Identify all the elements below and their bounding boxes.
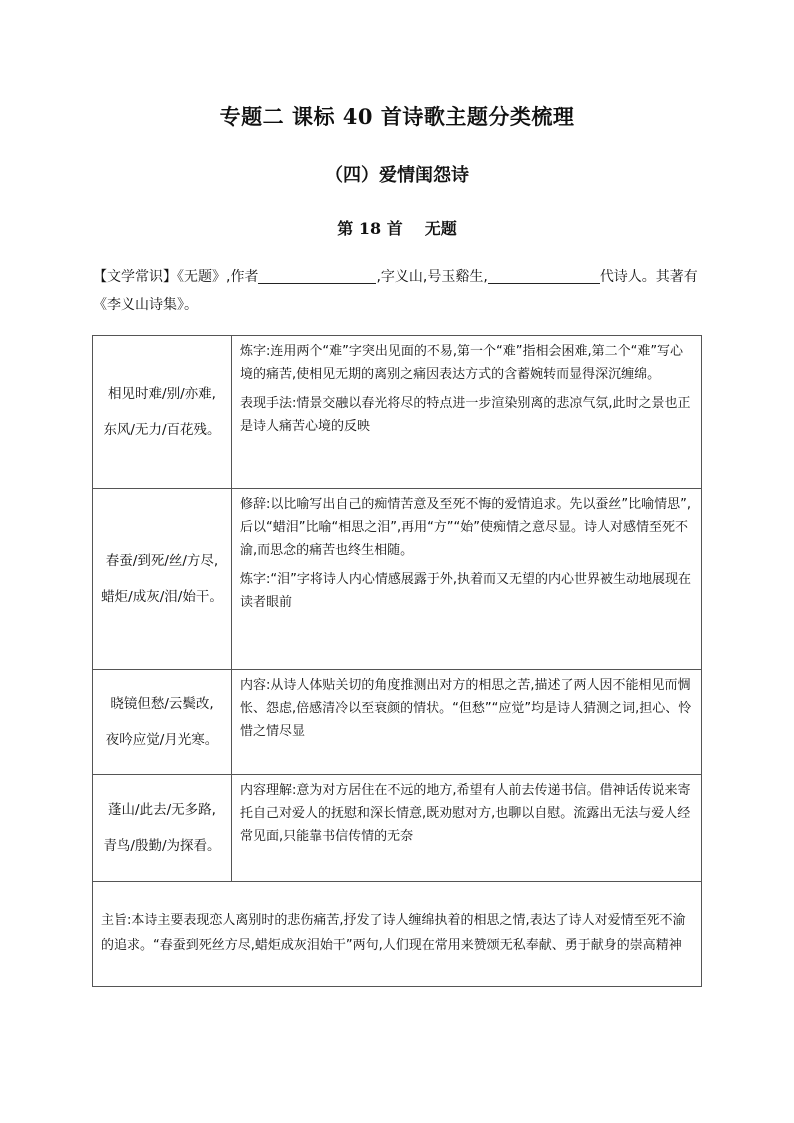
dynasty-blank[interactable] <box>488 267 600 284</box>
table-row <box>93 670 702 775</box>
intro-text-3: 代诗人。其著有《李义山诗集》。 <box>93 269 698 313</box>
analysis-note: 表现手法:情景交融以春光将尽的特点进一步渲染别离的悲凉气氛,此时之景也正是诗人痛苦心境的反映 <box>240 396 691 434</box>
analysis-note: 修辞:以比喻写出自己的痴情苦意及至死不悔的爱情追求。先以蚕丝”比喻情思”,后以“蜡泪”比喻“相思之泪”,再用“方”“始”使痴情之意尽显。诗人对感情至死不渝,而思念的痛苦也终生相随。 <box>240 497 691 558</box>
poem-lines-cell <box>93 336 232 489</box>
poem-line: 东风/无力/百花残。 <box>103 422 221 438</box>
poem-line: 蓬山/此去/无多路, <box>108 802 216 818</box>
poem-analysis-table <box>92 335 702 987</box>
poem-number: 第 18 首 <box>337 219 403 238</box>
poem-name: 无题 <box>424 219 457 238</box>
poem-line: 相见时难/别/亦难, <box>108 386 216 402</box>
theme-summary: 主旨:本诗主要表现恋人离别时的悲伤痛苦,抒发了诗人缠绵执着的相思之情,表达了诗人对爱情至死不渝的追求。“春蚕到死丝方尽,蜡炬成灰泪始干”两句,人们现在常用来赞颂无私奉献、勇于献身的崇高精神 <box>93 882 702 987</box>
poem-line: 青鸟/殷勤/为探看。 <box>103 838 221 854</box>
intro-text-1: 【文学常识】《无题》,作者 <box>93 269 259 285</box>
analysis-cell <box>232 775 702 882</box>
table-row <box>93 882 702 987</box>
poem-lines-cell <box>93 670 232 775</box>
analysis-cell <box>232 670 702 775</box>
table-row <box>93 775 702 882</box>
analysis-note: 炼字:“泪”字将诗人内心情感展露于外,执着而又无望的内心世界被生动地展现在读者眼前 <box>240 572 691 610</box>
poem-line: 春蚕/到死/丝/方尽, <box>105 553 219 569</box>
analysis-cell <box>232 336 702 489</box>
author-blank[interactable] <box>258 267 376 284</box>
poem-lines-cell <box>93 775 232 882</box>
analysis-note: 内容理解:意为对方居住在不远的地方,希望有人前去传递书信。借神话传说来寄托自己对爱人的抚慰和深长情意,既劝慰对方,也聊以自慰。流露出无法与爱人经常见面,只能靠书信传情的无奈 <box>240 783 691 844</box>
analysis-cell <box>232 489 702 670</box>
analysis-note: 炼字:连用两个“难”字突出见面的不易,第一个“难”指相会困难,第二个“难”写心境的痛苦,使相见无期的离别之痛因表达方式的含蓄婉转而显得深沉缠绵。 <box>240 344 684 382</box>
analysis-note: 内容:从诗人体贴关切的角度推测出对方的相思之苦,描述了两人因不能相见而惆怅、怨虑,倍感清冷以至衰颜的情状。“但愁”“应觉”均是诗人猜测之词,担心、怜惜之情尽显 <box>240 678 692 739</box>
section-subtitle: （四）爱情闺怨诗 <box>325 165 469 186</box>
page-title: 专题二 课标 40 首诗歌主题分类梳理 <box>219 104 575 129</box>
poem-line: 夜吟应觉/月光寒。 <box>105 732 219 748</box>
poem-line: 晓镜但愁/云鬓改, <box>110 696 214 712</box>
poem-lines-cell <box>93 489 232 670</box>
table-row <box>93 336 702 489</box>
table-row <box>93 489 702 670</box>
intro-text-2: ,字义山,号玉谿生, <box>376 269 488 285</box>
poem-heading <box>0 216 794 239</box>
poem-line: 蜡炬/成灰/泪/始干。 <box>101 589 223 605</box>
literary-knowledge <box>93 263 703 319</box>
